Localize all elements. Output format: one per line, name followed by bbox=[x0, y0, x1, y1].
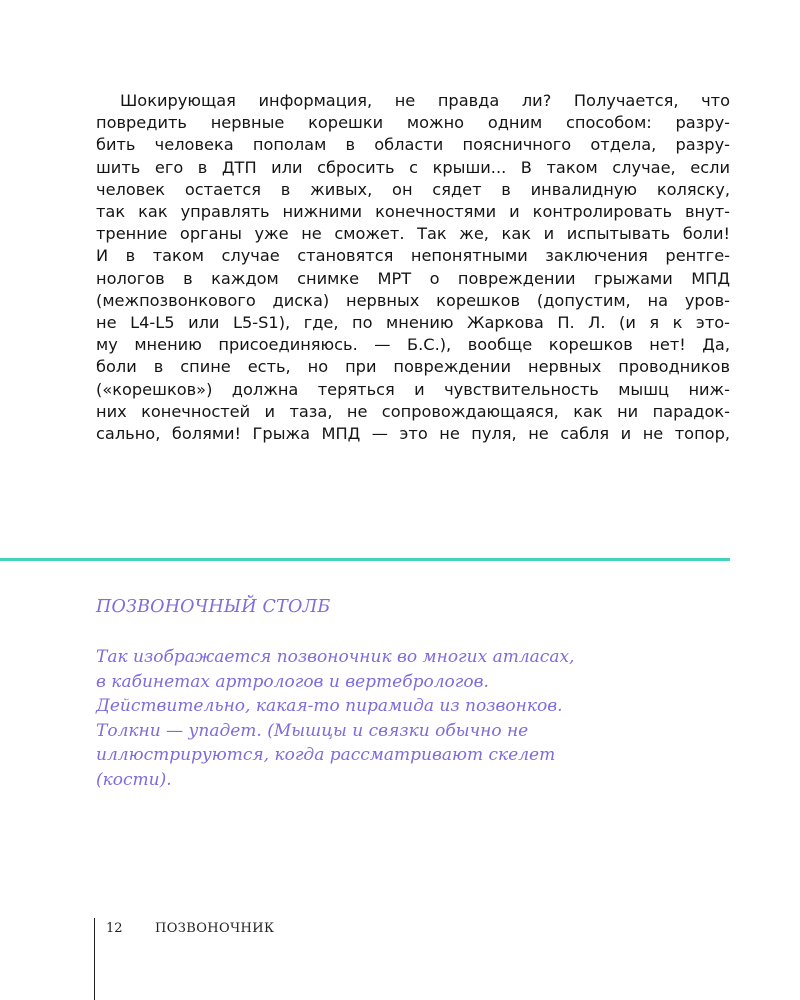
caption-line: Так изображается позвоночник во многих атласах, bbox=[96, 647, 575, 667]
caption-line: иллюстрируются, когда рассматривают скелет bbox=[96, 745, 556, 765]
caption-line: (кости). bbox=[96, 769, 172, 790]
body-line: повредить нервные корешки можно одним способом: разру- bbox=[96, 113, 730, 133]
body-line: так как управлять нижними конечностями и контролировать внут- bbox=[96, 202, 730, 222]
body-line: Шокирующая информация, не правда ли? Получается, что bbox=[120, 91, 730, 110]
caption-title: ПОЗВОНОЧНЫЙ СТОЛБ bbox=[96, 597, 331, 617]
body-line: сально, болями! Грыжа МПД — это не пуля, не сабля и не топор, bbox=[96, 424, 730, 444]
body-line: тренние органы уже не сможет. Так же, как и испытывать боли! bbox=[96, 224, 730, 244]
body-line: шить его в ДТП или сбросить с крыши... В таком случае, если bbox=[96, 157, 730, 177]
footer-rule bbox=[94, 918, 95, 1000]
body-line: («корешков») должна теряться и чувствительность мышц ниж- bbox=[96, 379, 730, 399]
body-line: человек остается в живых, он сядет в инвалидную коляску, bbox=[96, 179, 730, 199]
caption-body bbox=[96, 645, 656, 792]
body-line: бить человека пополам в области поясничного отдела, разру- bbox=[96, 135, 730, 155]
running-title: ПОЗВОНОЧНИК bbox=[155, 921, 275, 936]
body-line: боли в спине есть, но при повреждении нервных проводников bbox=[96, 357, 730, 377]
caption-line: Действительно, какая-то пирамида из позвонков. bbox=[96, 696, 563, 716]
body-line: не L4-L5 или L5-S1), где, по мнению Жаркова П. Л. (и я к это- bbox=[96, 313, 730, 333]
page-number: 12 bbox=[106, 921, 123, 936]
body-line: му мнению присоединяюсь. — Б.С.), вообще корешков нет! Да, bbox=[96, 335, 730, 355]
caption-line: в кабинетах артрологов и вертебрологов. bbox=[96, 671, 489, 692]
section-divider bbox=[0, 558, 730, 561]
body-line: них конечностей и таза, не сопровождающаяся, как ни парадок- bbox=[96, 401, 730, 421]
caption-line: Толкни — упадет. (Мышцы и связки обычно не bbox=[96, 720, 529, 741]
body-paragraph bbox=[96, 90, 730, 445]
body-line: нологов в каждом снимке МРТ о повреждении грыжами МПД bbox=[96, 268, 730, 288]
body-line: И в таком случае становятся непонятными заключения рентге- bbox=[96, 246, 730, 266]
body-line: (межпозвонкового диска) нервных корешков (допустим, на уров- bbox=[96, 290, 730, 310]
